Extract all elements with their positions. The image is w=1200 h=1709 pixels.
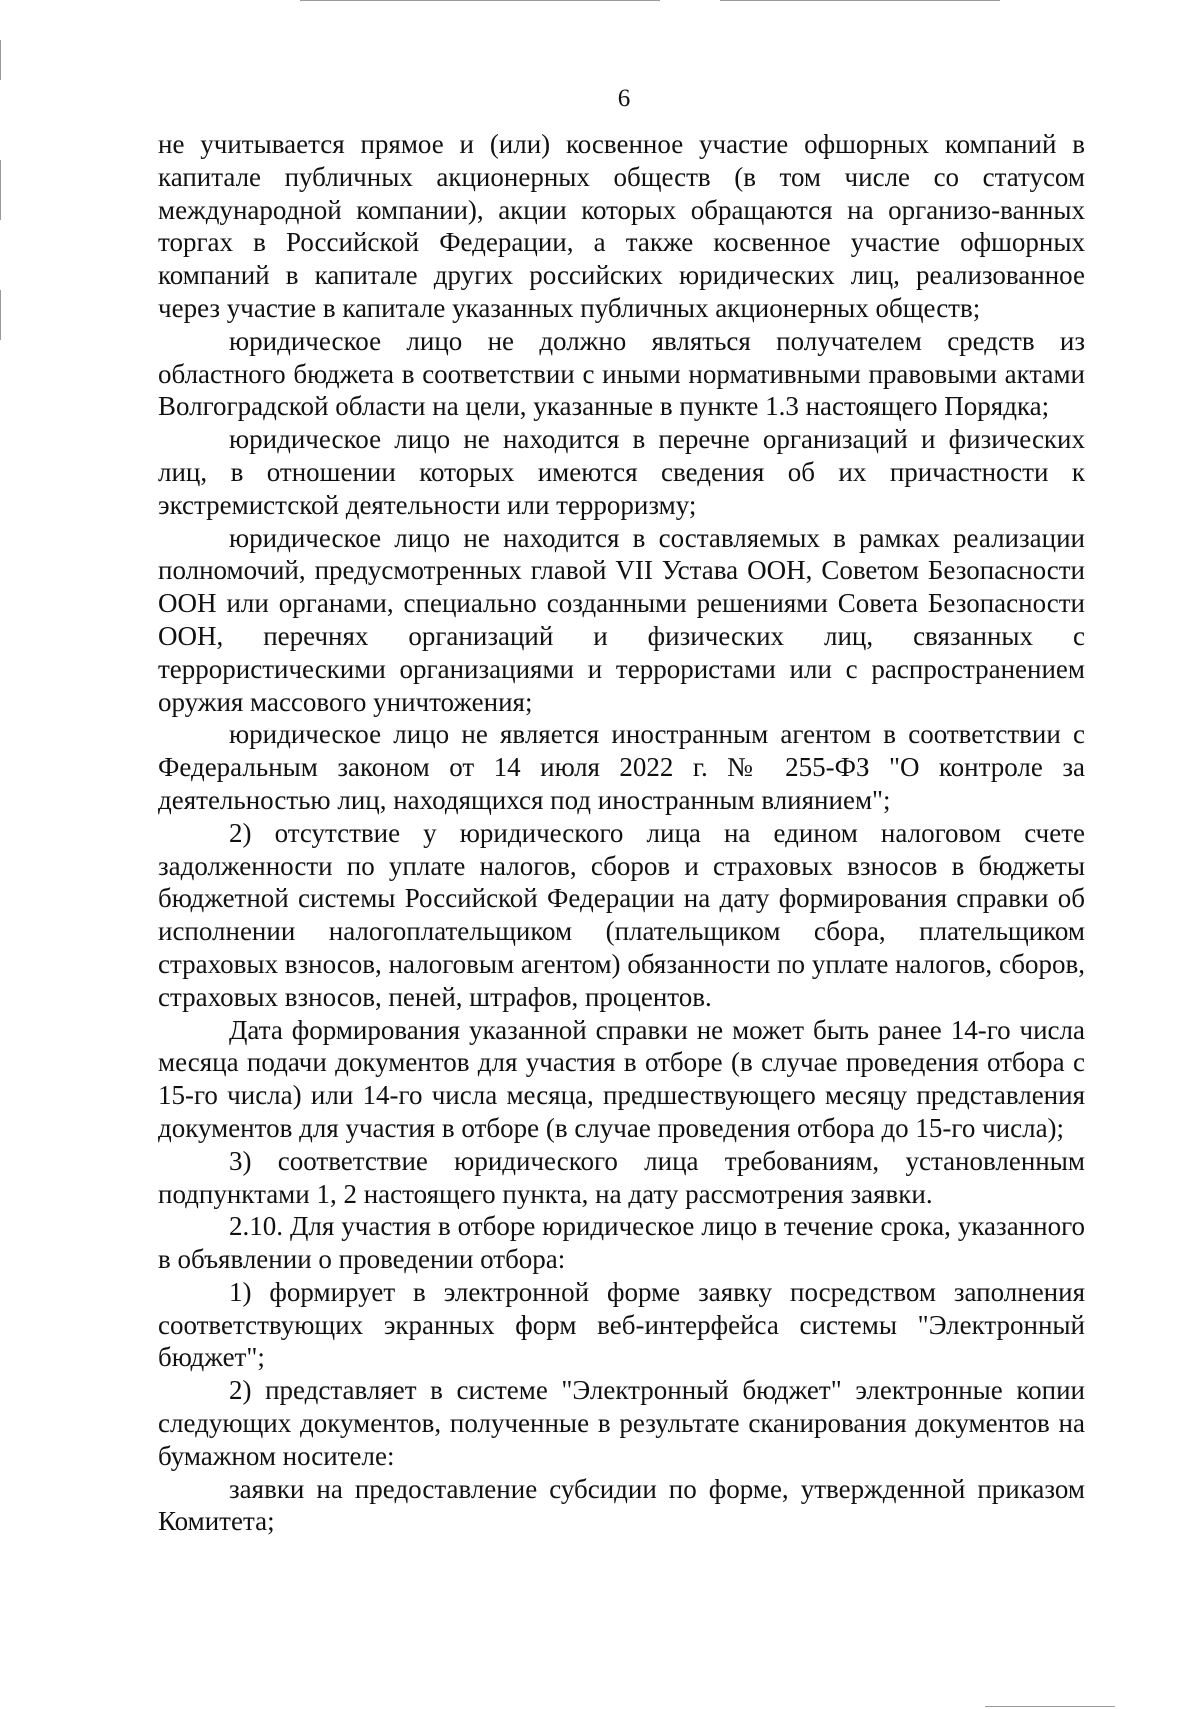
paragraph: 2) представляет в системе "Электронный бюджет" электронные копии следующих документов, полученные в результате сканирования документов на бумажном носителе:	[158, 1375, 1085, 1471]
paragraph: 1) формирует в электронной форме заявку посредством заполнения соответствующих экранных форм веб-интерфейса системы "Электронный бюджет";	[158, 1276, 1085, 1373]
paragraph: юридическое лицо не должно являться получателем средств из областного бюджета в соответствии с иными нормативными правовыми актами Волгоградской области на цели, указанные в пункте 1.3 настоящего Порядка;	[158, 325, 1085, 422]
paragraph: не учитывается прямое и (или) косвенное участие офшорных компаний в капитале публичных акционерных обществ (в том числе со статусом международной компании), акции которых обращаются на организо-ванных торгах в Российской Федерации, а также косвенное участие офшорных компаний в капитале других российских юридических лиц, реализованное через участие в капитале указанных публичных акционерных обществ;	[158, 129, 1085, 323]
paragraph: юридическое лицо не находится в перечне организаций и физических лиц, в отношении которых имеются сведения об их причастности к экстремистской деятельности или терроризму;	[158, 424, 1085, 520]
document-body	[158, 128, 1085, 1538]
paragraph: Дата формирования указанной справки не может быть ранее 14-го числа месяца подачи документов для участия в отборе (в случае проведения отбора с 15-го числа) или 14-го числа месяца, предшествующего месяцу представления документов для участия в отборе (в случае проведения отбора до 15-го числа);	[158, 1014, 1085, 1143]
paragraph: юридическое лицо не находится в составляемых в рамках реализации полномочий, предусмотренных главой VII Устава ООН, Советом Безопасности ООН или органами, специально созданными решениями Совета Безопасности ООН, перечнях организаций и физических лиц, связанных с террористическими организациями и террористами или с распространением оружия массового уничтожения;	[158, 522, 1085, 717]
paragraph: юридическое лицо не является иностранным агентом в соответствии с Федеральным законом от 14 июля 2022 г. № 255-ФЗ "О контроле за деятельностью лиц, находящихся под иностранным влиянием";	[158, 719, 1085, 815]
paragraph: 2) отсутствие у юридического лица на едином налоговом счете задолженности по уплате налогов, сборов и страховых взносов в бюджеты бюджетной системы Российской Федерации на дату формирования справки об исполнении налогоплательщиком (плательщиком сбора, плательщиком страховых взносов, налоговым агентом) обязанности по уплате налогов, сборов, страховых взносов, пеней, штрафов, процентов.	[158, 817, 1085, 1012]
scan-artifact-bottom	[985, 1706, 1115, 1707]
page-number: 6	[617, 85, 631, 112]
scan-artifact-left	[0, 160, 1, 220]
scan-artifact-left	[0, 40, 1, 80]
scan-artifact-left	[0, 290, 1, 340]
scan-artifact-top	[300, 0, 660, 1]
paragraph: заявки на предоставление субсидии по форме, утвержденной приказом Комитета;	[158, 1473, 1085, 1537]
scan-artifact-top	[720, 0, 1000, 1]
paragraph: 3) соответствие юридического лица требованиям, установленным подпунктами 1, 2 настоящего пункта, на дату рассмотрения заявки.	[158, 1145, 1085, 1209]
paragraph: 2.10. Для участия в отборе юридическое лицо в течение срока, указанного в объявлении о проведении отбора:	[158, 1211, 1085, 1275]
